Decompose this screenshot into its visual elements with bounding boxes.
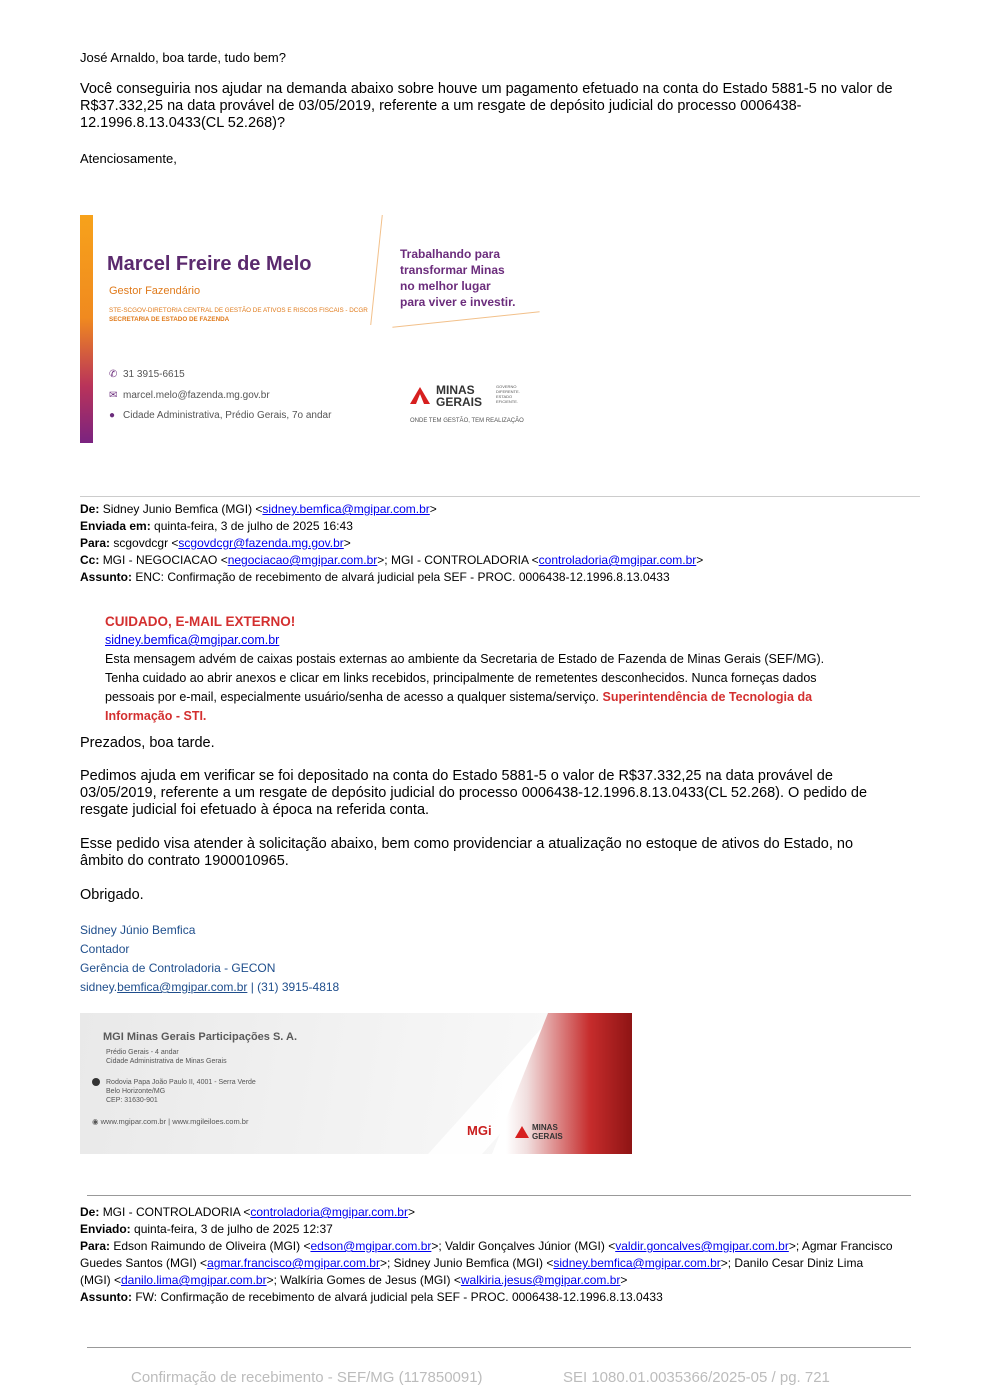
signature-name: Sidney Júnio Bemfica xyxy=(80,923,196,937)
signature-dept: STE-SCGOV-DIRETORIA CENTRAL DE GESTÃO DE ATIVOS E RISCOS FISCAIS - DCGR SECRETARIA DE ESTADO DE FAZENDA xyxy=(109,307,368,323)
signature-role: Contador xyxy=(80,942,130,956)
email-link[interactable]: edson@mgipar.com.br xyxy=(310,1239,432,1253)
header-subject: Assunto: FW: Confirmação de recebimento de alvará judicial pela SEF - PROC. 0006438-12.1996.8.13.0433 xyxy=(80,1290,663,1304)
signature-role: Gestor Fazendário xyxy=(109,285,201,297)
separator xyxy=(80,496,920,497)
header-sent: Enviada em: quinta-feira, 3 de julho de 2025 16:43 xyxy=(80,519,353,533)
footer-document-title: Confirmação de recebimento - SEF/MG (117850091) xyxy=(131,1369,483,1386)
body-line: resgate judicial foi efetuado à época na referida conta. xyxy=(80,802,430,818)
header-cc: Cc: MGI - NEGOCIACAO <negociacao@mgipar.com.br>; MGI - CONTROLADORIA <controladoria@mgipar.com.br> xyxy=(80,553,704,567)
body-line: âmbito do contrato 1900010965. xyxy=(80,853,289,869)
mail-icon: ✉ xyxy=(109,390,118,401)
divider xyxy=(370,215,399,325)
external-email-warning xyxy=(105,614,911,726)
email-link[interactable]: controladoria@mgipar.com.br xyxy=(250,1205,408,1219)
signature-email: ✉ marcel.melo@fazenda.mg.gov.br xyxy=(109,390,270,401)
header-subject: Assunto: ENC: Confirmação de recebimento de alvará judicial pela SEF - PROC. 0006438-12.1996.8.13.0433 xyxy=(80,570,670,584)
accent-bar xyxy=(80,215,93,443)
separator xyxy=(87,1195,911,1196)
closing-text: Atenciosamente, xyxy=(80,151,177,166)
email-link[interactable]: walkiria.jesus@mgipar.com.br xyxy=(460,1273,621,1287)
triangle-logo-icon xyxy=(410,387,430,404)
globe-icon: ◉ xyxy=(92,1117,99,1126)
body-line: 12.1996.8.13.0433(CL 52.268)? xyxy=(80,115,286,131)
location-pin-icon xyxy=(92,1078,100,1086)
signature-dept: Gerência de Controladoria - GECON xyxy=(80,961,276,975)
warning-line: Informação - STI. xyxy=(105,709,207,723)
company-name: MGI Minas Gerais Participações S. A. xyxy=(103,1031,297,1043)
email-link[interactable]: scgovdcgr@fazenda.mg.gov.br xyxy=(178,536,344,550)
location-pin-icon: ● xyxy=(109,410,116,421)
email-link[interactable]: controladoria@mgipar.com.br xyxy=(538,553,697,567)
company-address: Rodovia Papa João Paulo II, 4001 - Serra Verde Belo Horizonte/MG CEP: 31630-901 xyxy=(106,1079,256,1104)
divider xyxy=(392,311,539,327)
email-link[interactable]: agmar.francisco@mgipar.com.br xyxy=(207,1256,380,1270)
email-link[interactable]: danilo.lima@mgipar.com.br xyxy=(121,1273,267,1287)
warning-line: pessoais por e-mail, especialmente usuário/senha de acesso a qualquer sistema/serviço. Superintendência de Tecnologia da xyxy=(105,690,813,704)
email-link[interactable]: negociacao@mgipar.com.br xyxy=(227,553,378,567)
company-websites: ◉ www.mgipar.com.br | www.mgileiloes.com.br xyxy=(92,1117,249,1126)
header-sent: Enviado: quinta-feira, 3 de julho de 2025 12:37 xyxy=(80,1222,333,1236)
phone-icon: ✆ xyxy=(109,369,118,380)
email-header xyxy=(80,501,940,586)
triangle-logo-icon xyxy=(515,1126,529,1138)
footer-sei-number: SEI 1080.01.0035366/2025-05 / pg. 721 xyxy=(563,1369,830,1386)
signature-name: Marcel Freire de Melo xyxy=(107,253,312,275)
header-from: De: MGI - CONTROLADORIA <controladoria@mgipar.com.br> xyxy=(80,1205,415,1219)
greeting-text: Prezados, boa tarde. xyxy=(80,735,215,751)
mgi-logo: MGi xyxy=(467,1123,492,1138)
header-to-cont: Guedes Santos (MGI) <agmar.francisco@mgipar.com.br>; Sidney Junio Bemfica (MGI) <sidney.bemfica@mgipar.com.br>; Danilo Cesar Diniz Lima xyxy=(80,1256,864,1270)
signature-phone: ✆ 31 3915-6615 xyxy=(109,369,185,380)
warning-title: CUIDADO, E-MAIL EXTERNO! xyxy=(105,614,296,629)
header-to: Para: scgovdcgr <scgovdcgr@fazenda.mg.gov.br> xyxy=(80,536,351,550)
body-line: Você conseguiria nos ajudar na demanda abaixo sobre houve um pagamento efetuado na conta do Estado 5881-5 no valor de xyxy=(80,81,893,97)
header-to: Para: Edson Raimundo de Oliveira (MGI) <edson@mgipar.com.br>; Valdir Gonçalves Júnior (MGI) <valdir.goncalves@mgipar.com.br>; Agmar Francisco xyxy=(80,1239,893,1253)
thanks-text: Obrigado. xyxy=(80,887,144,903)
header-to-cont: (MGI) <danilo.lima@mgipar.com.br>; Walkíria Gomes de Jesus (MGI) <walkiria.jesus@mgipar.com.br> xyxy=(80,1273,628,1287)
header-from: De: Sidney Junio Bemfica (MGI) <sidney.bemfica@mgipar.com.br> xyxy=(80,502,437,516)
body-line: R$37.332,25 na data provável de 03/05/2019, referente a um resgate de depósito judicial do processo 0006438- xyxy=(80,98,802,114)
email-link[interactable]: sidney.bemfica@mgipar.com.br xyxy=(553,1256,721,1270)
signature-card-marcel: Marcel Freire de Melo Gestor Fazendário STE-SCGOV-DIRETORIA CENTRAL DE GESTÃO DE ATIVOS E RISCOS FISCAIS - DCGR SECRETARIA DE ESTADO DE FAZENDA ✆ 31 3915-6615 ✉ marcel.melo@fazenda.mg.gov.br ● Cidade Administrativa, Prédio Gerais, 7o andar Trabalhando para transformar Minas no melhor lugar para viver e investir. MINAS GERAIS GOVERNO DIFERENTE. ESTADO EFICIENTE. ONDE TEM GESTÃO, TEM REALIZAÇÃO xyxy=(80,215,550,443)
warning-line: Tenha cuidado ao abrir anexos e clicar em links recebidos, principalmente de remetentes desconhecidos. Nunca forneças dados xyxy=(105,671,817,685)
slogan: Trabalhando para transformar Minas no melhor lugar para viver e investir. xyxy=(400,247,516,309)
company-location: Prédio Gerais - 4 andar Cidade Administrativa de Minas Gerais xyxy=(106,1049,227,1065)
signature-sidney xyxy=(80,921,339,997)
email-link[interactable]: bemfica@mgipar.com.br xyxy=(117,980,248,994)
body-line: 03/05/2019, referente a um resgate de depósito judicial do processo 0006438-12.1996.8.13.0433(CL 52.268). O pedido de xyxy=(80,785,868,801)
greeting-text: José Arnaldo, boa tarde, tudo bem? xyxy=(80,50,286,65)
mgi-signature-card: MGI Minas Gerais Participações S. A. Prédio Gerais - 4 andar Cidade Administrativa de Minas Gerais Rodovia Papa João Paulo II, 4001 - Serra Verde Belo Horizonte/MG CEP: 31630-901 ◉ www.mgipar.com.br | www.mgileiloes.com.br MGi MINAS GERAIS xyxy=(80,1013,632,1154)
email-link[interactable]: sidney.bemfica@mgipar.com.br xyxy=(262,502,430,516)
warning-line: Esta mensagem advém de caixas postais externas ao ambiente da Secretaria de Estado de Fazenda de Minas Gerais (SEF/MG). xyxy=(105,652,825,666)
signature-address: ● Cidade Administrativa, Prédio Gerais, 7o andar xyxy=(109,410,332,421)
email-header xyxy=(80,1204,940,1306)
email-link[interactable]: sidney.bemfica@mgipar.com.br xyxy=(105,633,280,647)
body-line: Esse pedido visa atender à solicitação abaixo, bem como providenciar a atualização no estoque de ativos do Estado, no xyxy=(80,836,854,852)
separator xyxy=(87,1347,911,1348)
email-link[interactable]: valdir.goncalves@mgipar.com.br xyxy=(615,1239,789,1253)
body-line: Pedimos ajuda em verificar se foi depositado na conta do Estado 5881-5 o valor de R$37.332,25 na data provável de xyxy=(80,768,833,784)
signature-contact: sidney.bemfica@mgipar.com.br | (31) 3915-4818 xyxy=(80,980,340,994)
